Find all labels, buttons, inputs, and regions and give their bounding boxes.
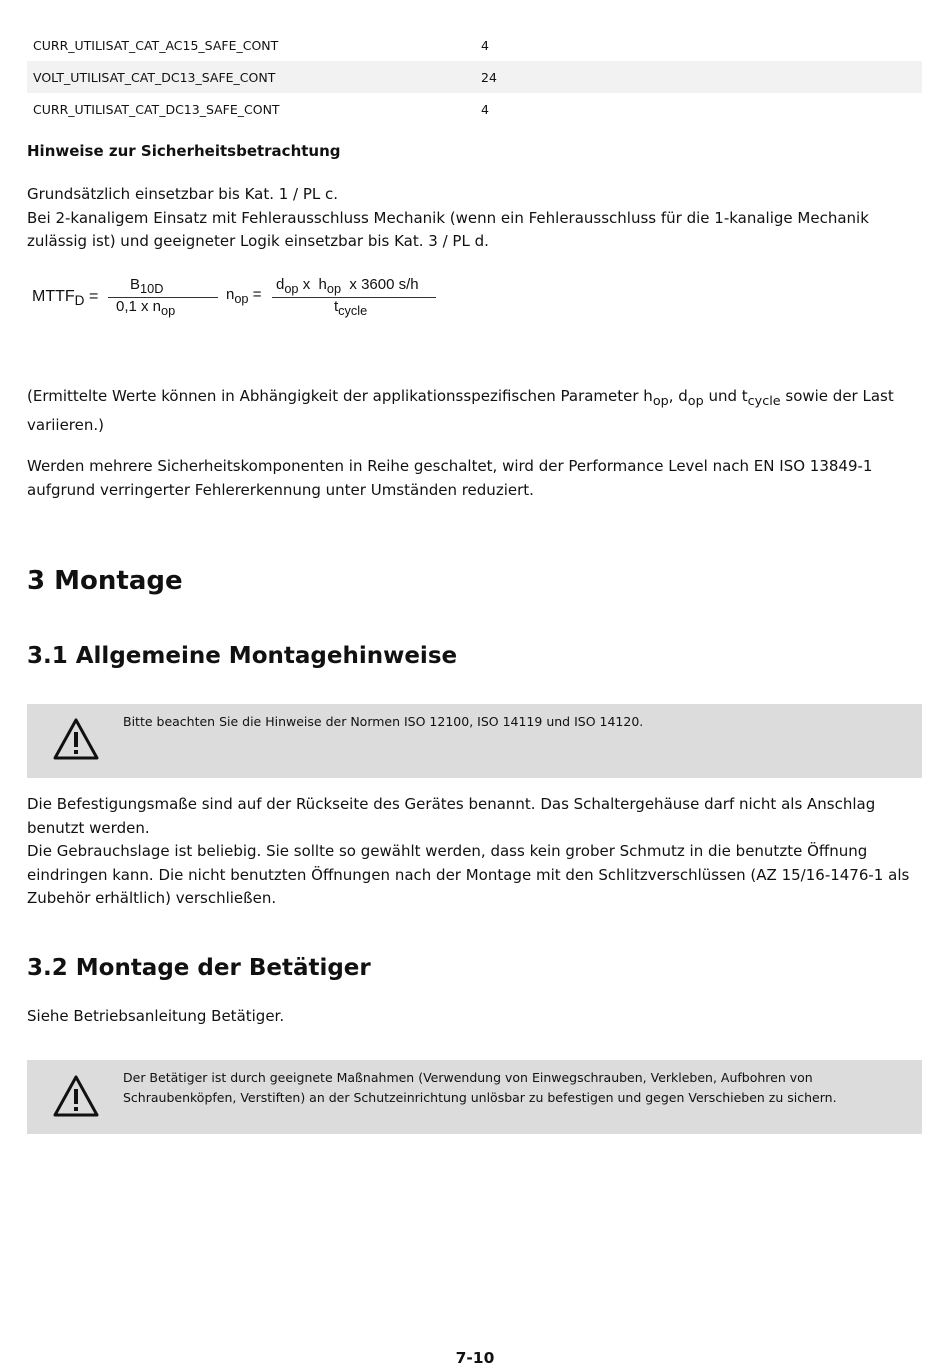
warning-box — [27, 704, 922, 778]
spec-key: CURR_UTILISAT_CAT_AC15_SAFE_CONT — [33, 38, 279, 53]
mounting-para-1: Die Befestigungsmaße sind auf der Rückseite des Gerätes benannt. Das Schaltergehäuse darf nicht als Anschlag benutzt werden. — [27, 795, 876, 837]
note-sub: op — [687, 394, 704, 409]
mounting-para-2: Die Gebrauchslage ist beliebig. Sie sollte so gewählt werden, dass kein grober Schmutz in die benutzte Öffnung eindringen kann. Die nicht benutzten Öffnungen nach der Montage mit den Schlitzverschlüssen (AZ 15/16-1476-1 als Zubehör erhältlich) verschließen. — [27, 842, 910, 907]
formula-nop — [226, 286, 261, 306]
formula-nop-label: n — [226, 286, 235, 303]
formula-tcycle — [334, 298, 367, 318]
formula-num-a: d — [276, 276, 285, 293]
warning-text: Der Betätiger ist durch geeignete Maßnahmen (Verwendung von Einwegschrauben, Verkleben, Aufbohren von Schraubenköpfen, Verstiften) an der Schutzeinrichtung unlösbar zu befestigen und gegen Verschieben zu sichern. — [123, 1070, 837, 1105]
safety-line-1: Grundsätzlich einsetzbar bis Kat. 1 / PL c. — [27, 185, 339, 203]
formula-b10d-label: B — [130, 276, 141, 293]
subsection-title: 3.1 Allgemeine Montagehinweise — [27, 643, 458, 669]
safety-line-2: Bei 2-kanaligem Einsatz mit Fehlerausschluss Mechanik (wenn ein Fehlerausschluss für die 1-kanalige Mechanik zulässig ist) und geeigneter Logik einsetzbar bis Kat. 3 / PL d. — [27, 208, 869, 250]
formula-numerator — [276, 276, 419, 296]
formula-eq: = — [88, 288, 99, 305]
table-row — [27, 61, 922, 93]
formula-mttf-label: MTTF — [32, 288, 75, 305]
formula-num-b-sub: op — [326, 281, 342, 296]
note-text: sowie der Last variieren.) — [27, 387, 894, 434]
spec-key: VOLT_UTILISAT_CAT_DC13_SAFE_CONT — [33, 70, 276, 85]
subsection-title: 3.2 Montage der Betätiger — [27, 955, 371, 981]
formula-eq: = — [252, 286, 262, 303]
formula-num-b: x h — [298, 276, 327, 293]
note-text: , d — [668, 387, 688, 405]
mttf-formula — [30, 270, 450, 330]
page-number: 7-10 — [455, 1349, 495, 1367]
section-title: 3 Montage — [27, 566, 183, 596]
formula-tcycle-sub: cycle — [338, 303, 368, 318]
formula-mttf — [32, 288, 98, 308]
warning-box — [27, 1060, 922, 1134]
formula-nop-sub: op — [234, 291, 249, 306]
table-row — [27, 29, 922, 61]
spec-table — [27, 29, 922, 125]
safety-text — [27, 183, 922, 254]
warning-icon — [52, 1074, 100, 1118]
actuator-reference: Siehe Betriebsanleitung Betätiger. — [27, 1007, 285, 1025]
series-note: Werden mehrere Sicherheitskomponenten in Reihe geschaltet, wird der Performance Level nach EN ISO 13849-1 aufgrund verringerter Fehlererkennung unter Umständen reduziert. — [27, 457, 873, 499]
note-sub: cycle — [747, 394, 781, 409]
spec-key: CURR_UTILISAT_CAT_DC13_SAFE_CONT — [33, 102, 280, 117]
note-text: und t — [703, 387, 748, 405]
formula-denom-label: 0,1 x n — [116, 298, 162, 315]
spec-value: 24 — [481, 70, 497, 85]
formula-mttf-sub: D — [74, 293, 85, 309]
parameter-note — [27, 385, 922, 437]
formula-b10d — [130, 276, 163, 296]
table-row — [27, 93, 922, 125]
formula-denominator — [116, 298, 175, 318]
mounting-text — [27, 793, 922, 911]
formula-num-a-sub: op — [284, 281, 299, 296]
note-sub: op — [652, 394, 669, 409]
formula-tcycle-label: t — [334, 298, 339, 315]
formula-num-c: x 3600 s/h — [341, 276, 419, 293]
spec-value: 4 — [481, 38, 489, 53]
spec-value: 4 — [481, 102, 489, 117]
note-text: (Ermittelte Werte können in Abhängigkeit der applikationsspezifischen Parameter h — [27, 387, 653, 405]
warning-text: Bitte beachten Sie die Hinweise der Normen ISO 12100, ISO 14119 und ISO 14120. — [123, 714, 644, 729]
formula-denom-sub: op — [161, 303, 176, 318]
formula-b10d-sub: 10D — [140, 281, 164, 296]
safety-heading: Hinweise zur Sicherheitsbetrachtung — [27, 142, 341, 160]
warning-icon — [52, 717, 100, 761]
